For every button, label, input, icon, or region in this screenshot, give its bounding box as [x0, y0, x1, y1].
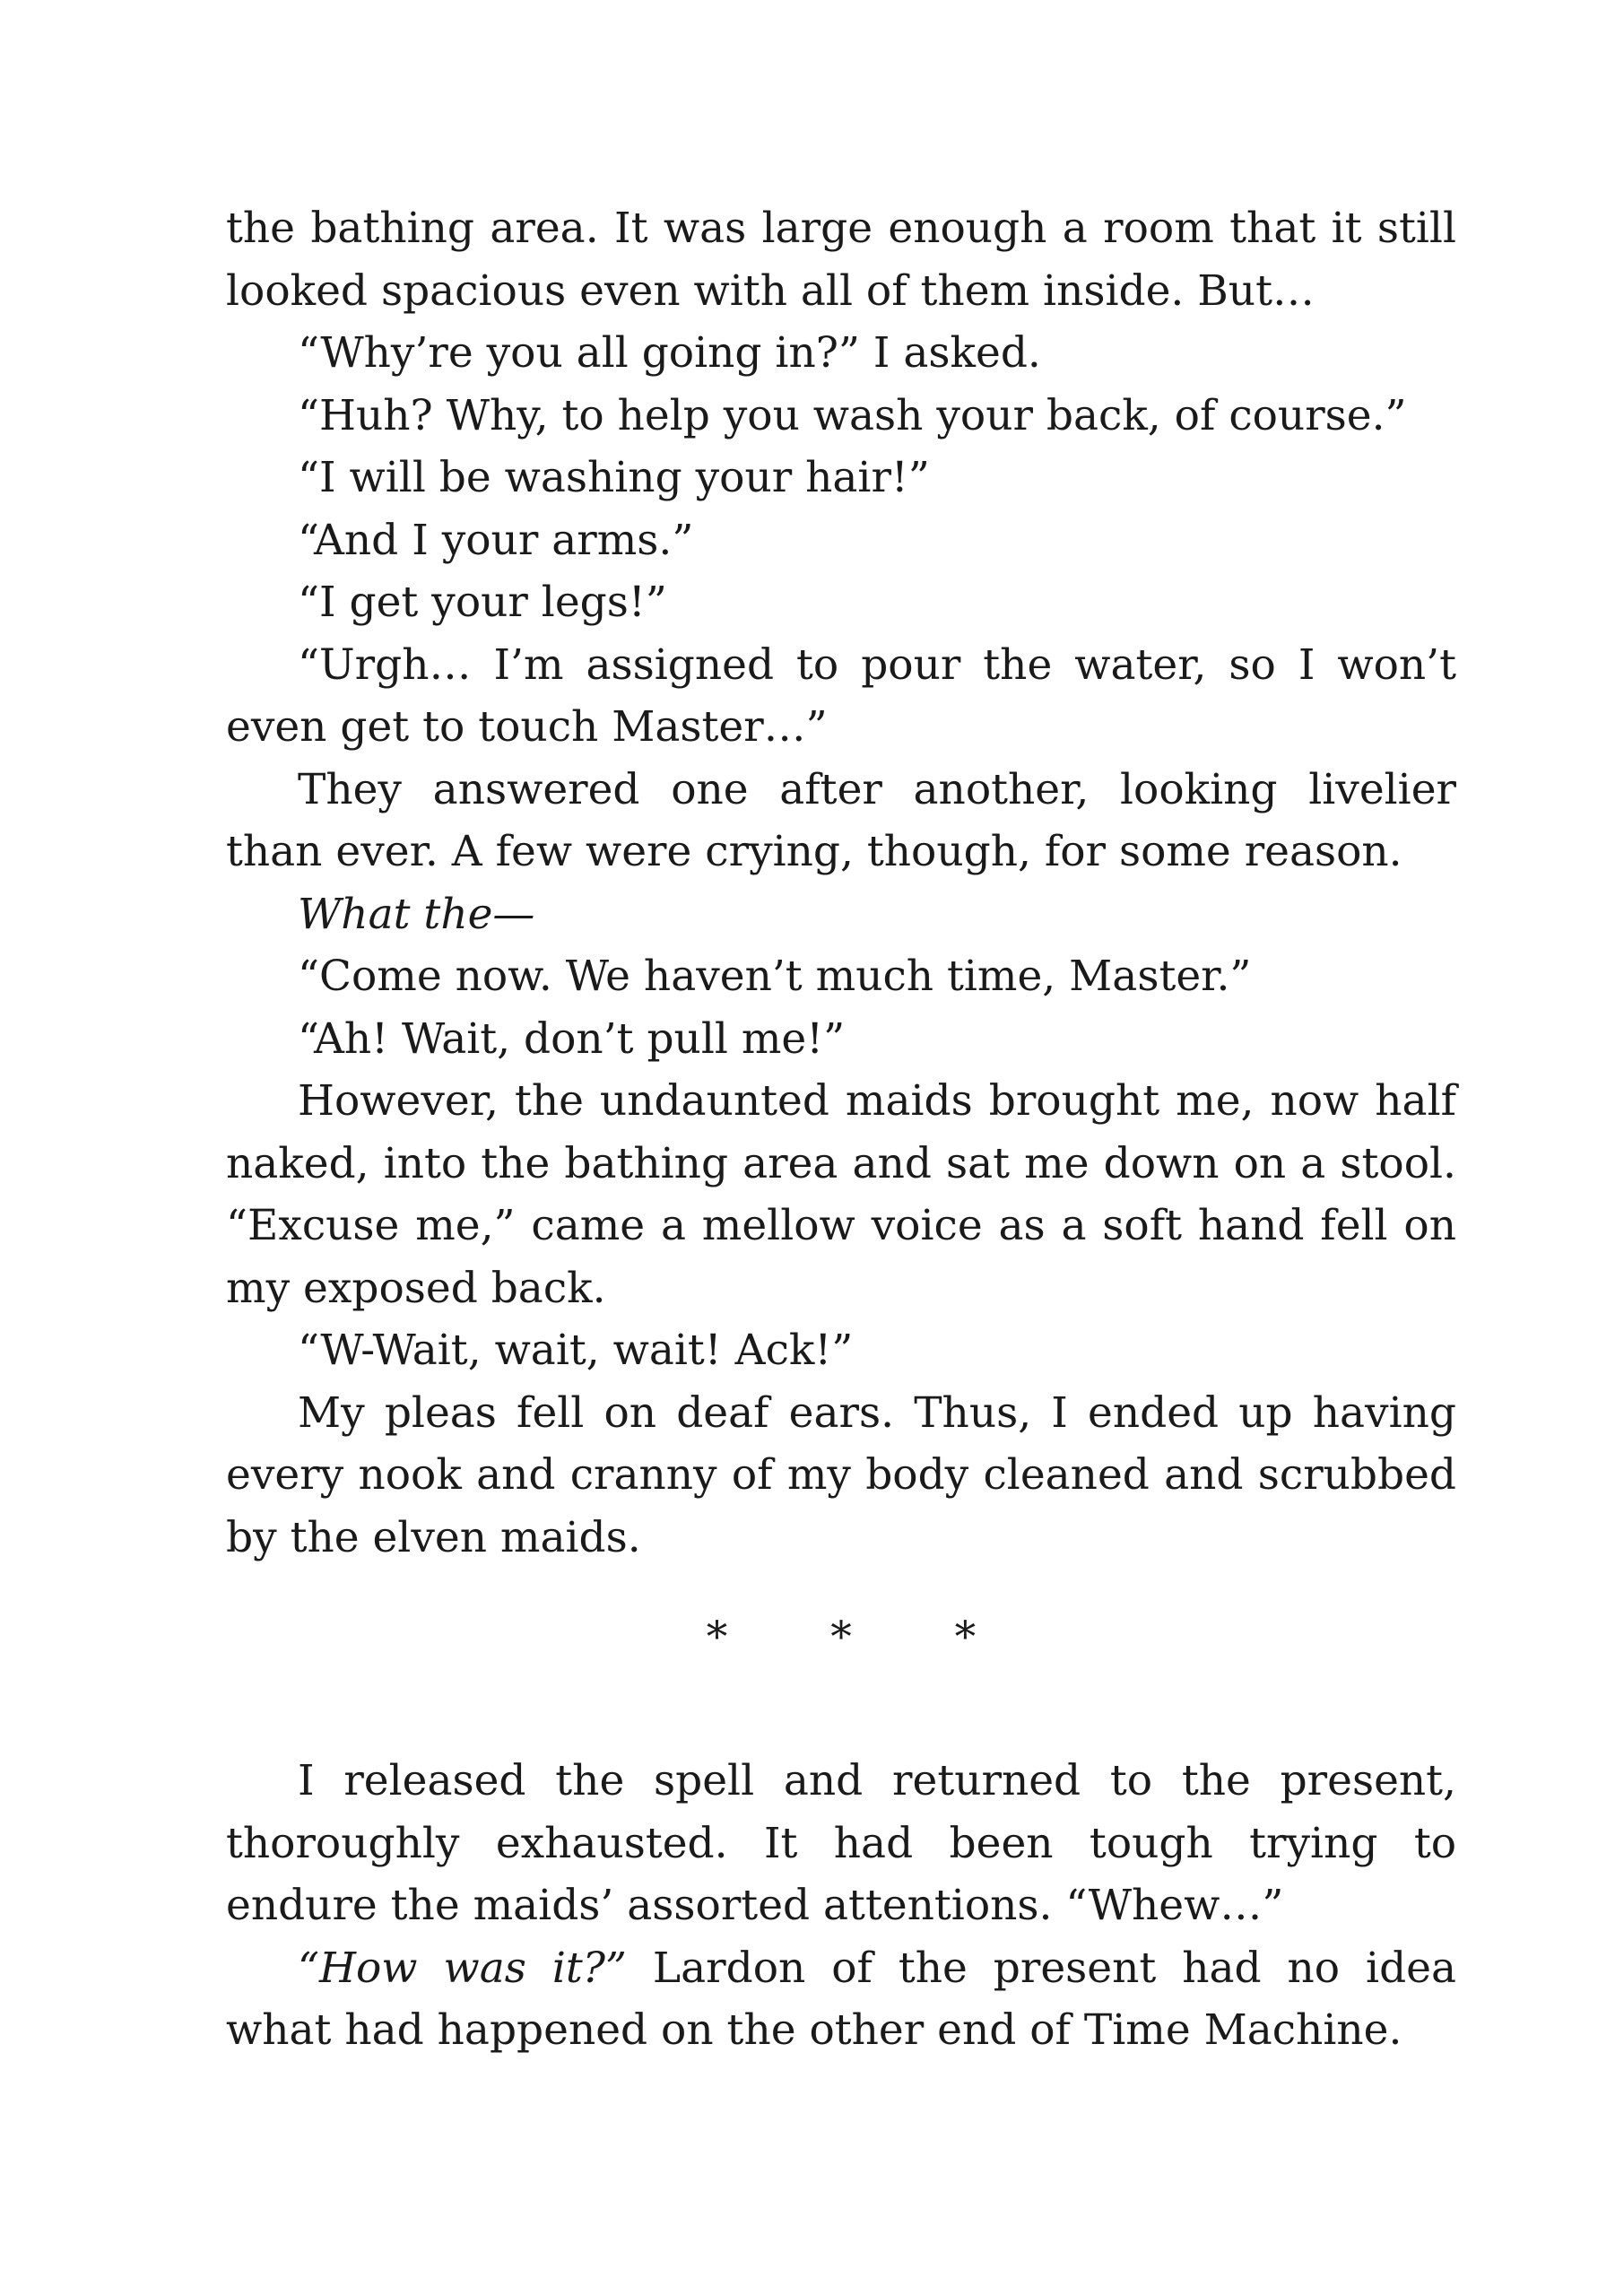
- paragraph-text: “Huh? Why, to help you wash your back, of course.”: [298, 390, 1407, 440]
- paragraph: [226, 1937, 1456, 2062]
- paragraph-text: I released the spell and returned to the present, thoroughly exhausted. It had been tough trying to endure the maids’ assorted attentions. “Whew…”: [226, 1756, 1456, 1930]
- paragraph-text: “Why’re you all going in?” I asked.: [298, 328, 1041, 378]
- paragraph-text: “Urgh… I’m assigned to pour the water, so I won’t even get to touch Master…”: [226, 639, 1456, 752]
- scene-break: * * *: [706, 1613, 1021, 1662]
- text-block-before-break: [226, 197, 1456, 1569]
- paragraph-text: “I will be washing your hair!”: [298, 453, 930, 502]
- paragraph: [226, 322, 1456, 385]
- paragraph: [226, 1008, 1456, 1071]
- paragraph-text: the bathing area. It was large enough a room that it still looked spacious even with all of them inside. But…: [226, 204, 1456, 316]
- paragraph: [226, 883, 1456, 946]
- paragraph: [226, 759, 1456, 883]
- paragraph: [226, 634, 1456, 759]
- paragraph-text: “Come now. We haven’t much time, Master.”: [298, 952, 1252, 1001]
- paragraph: [226, 447, 1456, 509]
- paragraph: [226, 1070, 1456, 1319]
- paragraph: [226, 385, 1456, 448]
- paragraph: [226, 1319, 1456, 1382]
- book-page: [226, 197, 1456, 2062]
- italic-text: “How was it?”: [298, 1943, 627, 1993]
- paragraph-text: “W-Wait, wait, wait! Ack!”: [298, 1326, 854, 1375]
- paragraph-text: Lardon of the present had no idea what had happened on the other end of Time Machine.: [226, 1943, 1457, 2055]
- text-block-after-break: [226, 1750, 1456, 2062]
- paragraph: [226, 509, 1456, 572]
- paragraph: [226, 945, 1456, 1008]
- paragraph: [226, 197, 1456, 322]
- italic-text: What the—: [298, 889, 535, 939]
- paragraph-text: “And I your arms.”: [298, 515, 694, 565]
- paragraph-text: They answered one after another, looking livelier than ever. A few were crying, though, for some reason.: [226, 764, 1456, 876]
- paragraph: [226, 1382, 1456, 1570]
- paragraph-text: However, the undaunted maids brought me, now half naked, into the bathing area and sat me down on a stool. “Excuse me,” came a mellow voice as a soft hand fell on my exposed back.: [226, 1076, 1456, 1313]
- paragraph: [226, 571, 1456, 634]
- paragraph-text: “Ah! Wait, don’t pull me!”: [298, 1013, 846, 1064]
- paragraph: [226, 1750, 1456, 1937]
- paragraph-text: My pleas fell on deaf ears. Thus, I ended up having every nook and cranny of my body cleaned and scrubbed by the elven maids.: [226, 1387, 1456, 1562]
- paragraph-text: “I get your legs!”: [298, 578, 667, 627]
